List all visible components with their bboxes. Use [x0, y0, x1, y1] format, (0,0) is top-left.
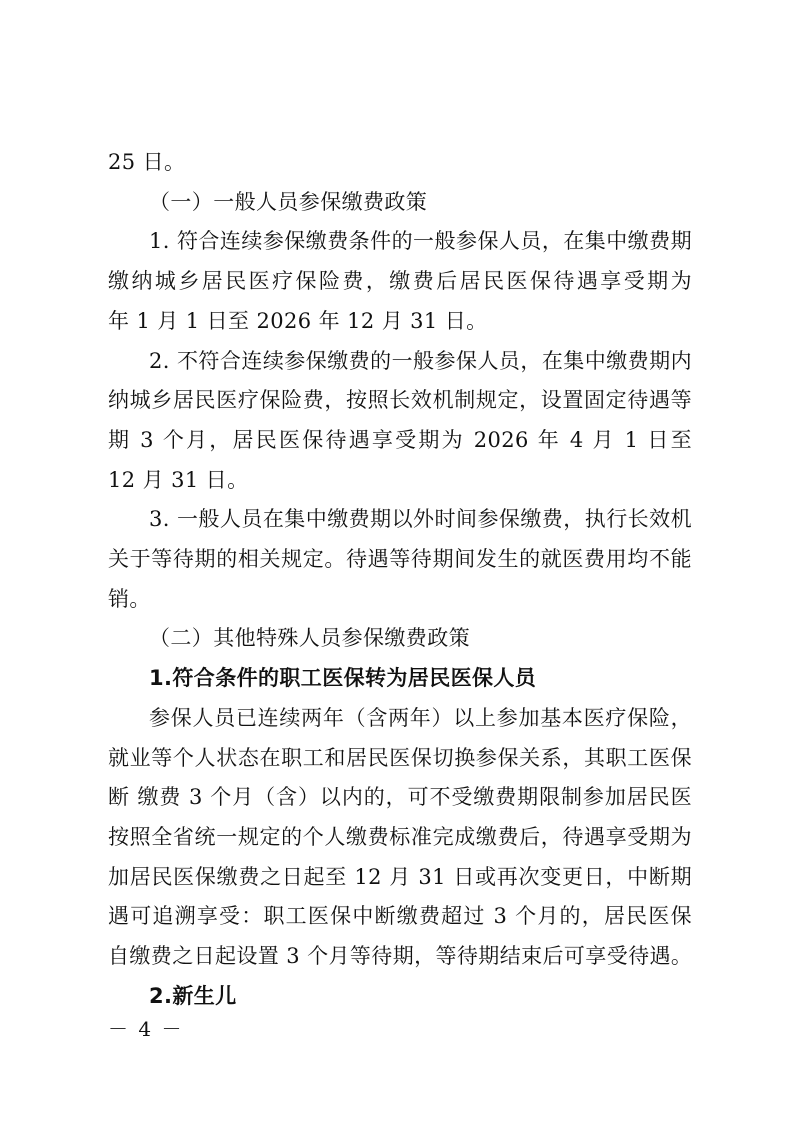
paragraph-4-line-1: 参保人员已连续两年（含两年）以上参加基本医疗保险， — [149, 706, 692, 730]
paragraph-4-line-6: 遇可追溯享受：职工医保中断缴费超过 3 个月的，居民医保 — [108, 904, 692, 928]
paragraph-2-line-2: 纳城乡居民医疗保险费，按照长效机制规定，设置固定待遇等 — [108, 388, 692, 412]
paragraph-2-line-1: 2. 不符合连续参保缴费的一般参保人员，在集中缴费期内 — [149, 349, 692, 373]
text-line-continuation: 25 日。 — [108, 150, 186, 174]
paragraph-2-line-4: 12 月 31 日。 — [108, 468, 249, 492]
paragraph-2-line-3: 期 3 个月，居民医保待遇享受期为 2026 年 4 月 1 日至 — [108, 428, 692, 452]
paragraph-4-line-2: 就业等个人状态在职工和居民医保切换参保关系，其职工医保 — [108, 746, 692, 770]
paragraph-1-line-1: 1. 符合连续参保缴费条件的一般参保人员，在集中缴费期 — [149, 229, 692, 253]
subheading-newborn: 2.新生儿 — [149, 984, 237, 1008]
section-heading-general: （一）一般人员参保缴费政策 — [149, 190, 428, 214]
paragraph-1-line-3: 年 1 月 1 日至 2026 年 12 月 31 日。 — [108, 309, 488, 333]
section-heading-special: （二）其他特殊人员参保缴费政策 — [149, 626, 470, 650]
paragraph-4-line-7: 自缴费之日起设置 3 个月等待期，等待期结束后可享受待遇。 — [108, 944, 693, 968]
paragraph-3-line-1: 3. 一般人员在集中缴费期以外时间参保缴费，执行长效机 — [149, 507, 692, 531]
paragraph-4-line-4: 按照全省统一规定的个人缴费标准完成缴费后，待遇享受期为 — [108, 825, 692, 849]
page-number: － 4 － — [108, 1017, 184, 1041]
paragraph-1-line-2: 缴纳城乡居民医疗保险费，缴费后居民医保待遇享受期为 — [108, 269, 692, 293]
paragraph-3-line-3: 销。 — [108, 587, 151, 611]
paragraph-4-line-3: 断 缴费 3 个月（含）以内的，可不受缴费期限制参加居民医 — [108, 785, 692, 809]
subheading-employee-transfer: 1.符合条件的职工医保转为居民医保人员 — [149, 666, 537, 690]
paragraph-4-line-5: 加居民医保缴费之日起至 12 月 31 日或再次变更日，中断期 — [108, 865, 692, 889]
paragraph-3-line-2: 关于等待期的相关规定。待遇等待期间发生的就医费用均不能 — [108, 547, 692, 571]
